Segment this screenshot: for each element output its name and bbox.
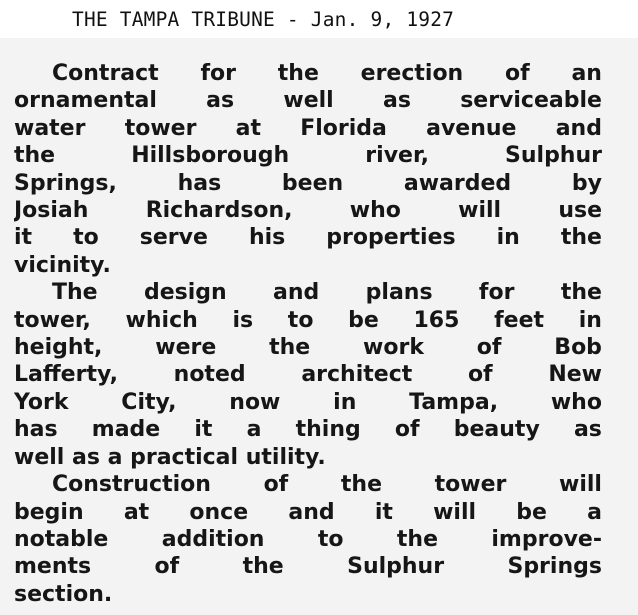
article-paragraph [14,471,602,608]
article-line: ornamental as well as serviceable [14,88,602,114]
article-line: notable addition to the improve- [14,526,602,552]
article-line: Josiah Richardson, who will use [14,198,602,224]
article-line: section. [14,581,113,607]
article-line: Lafferty, noted architect of New [14,362,602,388]
article-line: York City, now in Tampa, who [14,389,602,415]
newspaper-source-date: THE TAMPA TRIBUNE - Jan. 9, 1927 [72,8,455,31]
article-line: The design and plans for the [52,280,602,306]
article-line: Springs, has been awarded by [14,170,602,196]
article-paragraph [14,60,602,279]
article-line: has made it a thing of beauty as [14,417,602,443]
article-line: water tower at Florida avenue and [14,115,602,141]
article-line: vicinity. [14,252,111,278]
article-body [14,60,602,608]
article-line: Contract for the erection of an [52,61,602,86]
article-line: ments of the Sulphur Springs [14,554,602,580]
article-line: height, were the work of Bob [14,335,602,361]
article-line: it to serve his properties in the [14,225,602,251]
article-line: tower, which is to be 165 feet in [14,307,602,333]
article-paragraph [14,279,602,471]
article-line: well as a practical utility. [14,444,326,470]
article-line: begin at once and it will be a [14,499,602,525]
article-line: Construction of the tower will [52,472,602,498]
article-line: the Hillsborough river, Sulphur [14,143,602,169]
clipping-header [0,0,638,36]
